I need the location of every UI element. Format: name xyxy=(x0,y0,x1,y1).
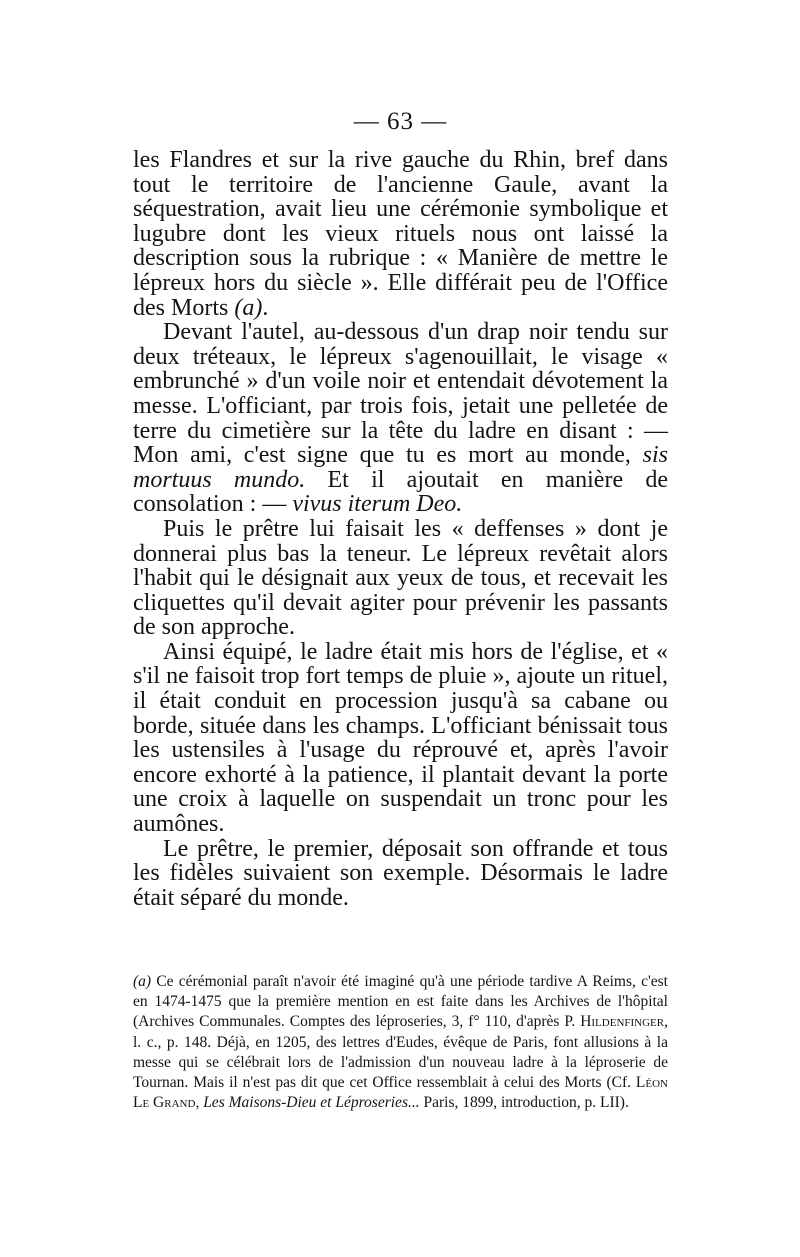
paragraph-1-end: . xyxy=(262,294,269,321)
footnote-text-3: , xyxy=(195,1094,204,1112)
paragraph-2-text: Devant l'autel, au-dessous d'un drap noir tendu sur deux tréteaux, le lépreux s'agenouillait, le visage « embrunché » d'un voile noir et entendait dévotement la messe. L'officiant, par trois fois, jetait une pelletée de terre du cimetière sur la tête du ladre en disant : — Mon ami, c'est signe que tu es mort au monde, xyxy=(133,319,668,469)
footnote-author-1: Hildenfinger xyxy=(580,1013,665,1031)
latin-phrase-2: vivus iterum Deo. xyxy=(292,491,463,518)
paragraph-3: Puis le prêtre lui faisait les « deffenses » dont je donnerai plus bas la teneur. Le lépreux revêtait alors l'habit qui le désignait aux yeux de tous, et recevait les cliquettes qu'il devait agiter pour prévenir les passants de son approche. xyxy=(133,515,668,641)
paragraph-1 xyxy=(133,148,668,320)
footnote-text-1: Ce cérémonial paraît n'avoir été imaginé qu'à une période tardive A Reims, c'est en 1474-1475 que la première mention en est faite dans les Archives de l'hôpital (Archives Communales. Comptes des léproseries, 3, f° 110, d'après P. xyxy=(133,973,668,1031)
paragraph-4: Ainsi équipé, le ladre était mis hors de l'église, et « s'il ne faisoit trop fort temps de pluie », ajoute un rituel, il était conduit en procession jusqu'à sa cabane ou borde, située dans les champs. L'officiant bénissait tous les ustensiles à l'usage du réprouvé et, après l'avoir encore exhorté à la patience, il plantait devant la porte une croix à laquelle on suspendait un tronc pour les aumônes. xyxy=(133,638,668,838)
footnote xyxy=(133,972,668,1113)
footnote-text-4: Paris, 1899, introduction, p. LII). xyxy=(419,1094,629,1112)
footnote-author-2: Léon Le Grand xyxy=(133,1074,668,1112)
paragraph-1-text: les Flandres et sur la rive gauche du Rhin, bref dans tout le territoire de l'ancienne Gaule, avant la séquestration, avait lieu une cérémonie symbolique et lugubre dont les vieux rituels nous ont laissé la description sous la rubrique : « Manière de mettre le lépreux hors du siècle ». Elle différait peu de l'Office des Morts xyxy=(133,147,668,321)
footnote-book-title: Les Maisons-Dieu et Léproseries... xyxy=(203,1094,420,1112)
footnote-reference: (a) xyxy=(234,294,263,321)
paragraph-5: Le prêtre, le premier, déposait son offrande et tous les fidèles suivaient son exemple. Désormais le ladre était séparé du monde. xyxy=(133,835,668,911)
page-number: — 63 — xyxy=(353,108,448,135)
footnote-text-2: , l. c., p. 148. Déjà, en 1205, des lettres d'Eudes, évêque de Paris, font allusions à la messe qui se célébrait lors de l'admission d'un nouveau ladre à la léproserie de Tournan. Mais il n'est pas dit que cet Office ressemblait à celui des Morts (Cf. xyxy=(133,1013,668,1092)
latin-phrase-1: sis mortuus mundo. xyxy=(133,442,668,493)
paragraph-2-middle: Et il ajoutait en manière de consolation : — xyxy=(133,466,668,518)
footnote-mark: (a) xyxy=(133,973,152,990)
paragraph-2 xyxy=(133,320,668,517)
page-body xyxy=(133,108,668,910)
